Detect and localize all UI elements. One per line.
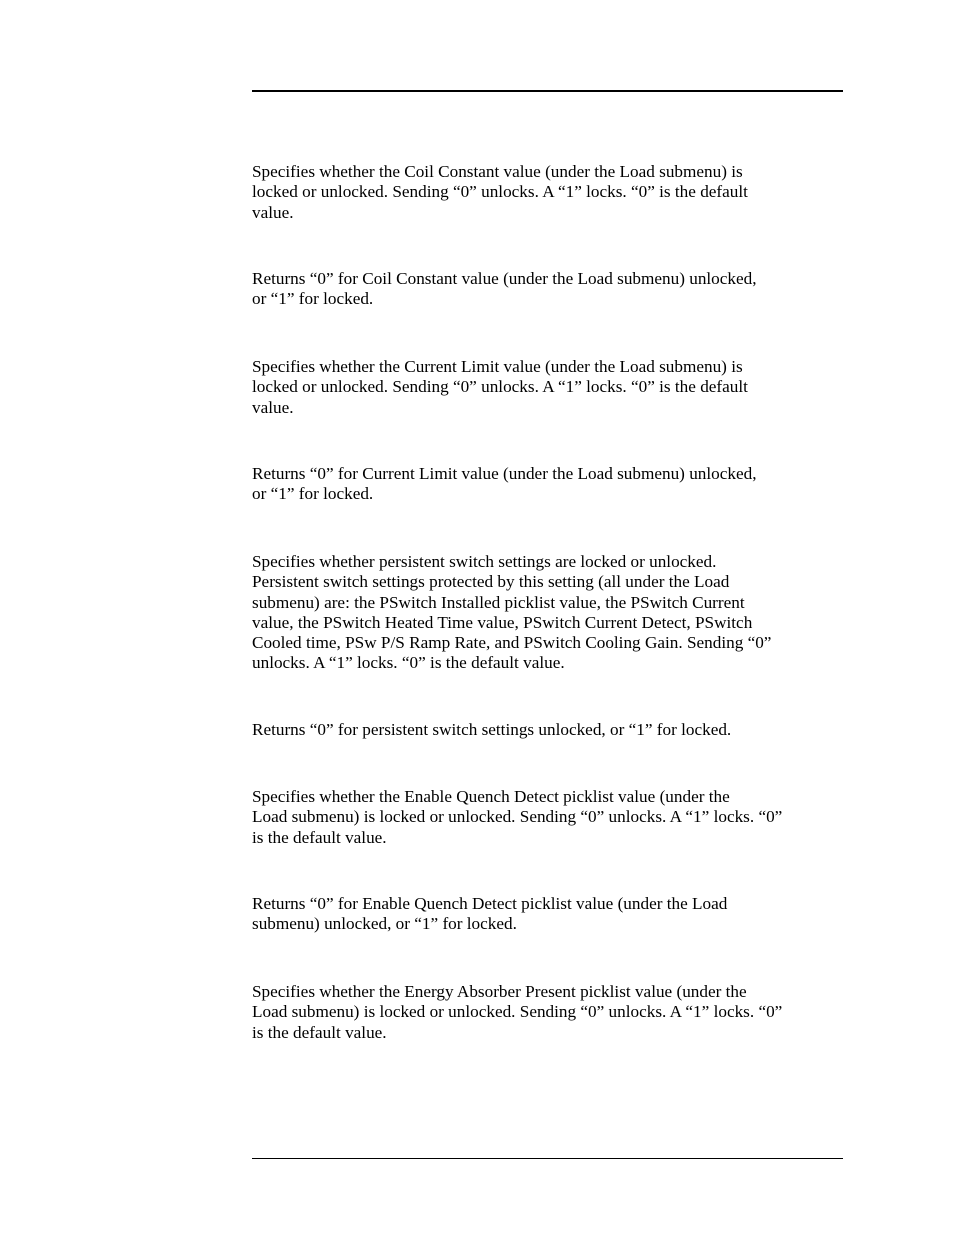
paragraph-pswitch-lock-set (252, 552, 852, 674)
text-line: submenu) are: the PSwitch Installed picklist value, the PSwitch Current (252, 592, 745, 612)
text-line: Returns “0” for persistent switch settings unlocked, or “1” for locked. (252, 720, 732, 739)
text-line: Specifies whether the Energy Absorber Present picklist value (under the (252, 982, 747, 1001)
text-line: Specifies whether the Enable Quench Detect picklist value (under the (252, 787, 730, 806)
text-line: value, the PSwitch Heated Time value, PSwitch Current Detect, PSwitch (252, 612, 753, 632)
text-line: Specifies whether the Coil Constant value (under the Load submenu) is (252, 162, 743, 181)
paragraph-current-limit-lock-set (252, 357, 852, 418)
paragraph-current-limit-lock-query (252, 464, 852, 505)
text-line: value. (252, 397, 294, 417)
text-line: Cooled time, PSw P/S Ramp Rate, and PSwitch Cooling Gain. Sending “0” (252, 633, 772, 653)
text-line: Returns “0” for Coil Constant value (under the Load submenu) unlocked, (252, 269, 757, 288)
paragraph-energy-absorber-lock-set (252, 982, 852, 1043)
text-line: Load submenu) is locked or unlocked. Sending “0” unlocks. A “1” locks. “0” (252, 1002, 783, 1022)
paragraph-pswitch-lock-query (252, 720, 852, 740)
text-line: submenu) unlocked, or “1” for locked. (252, 914, 517, 934)
text-line: or “1” for locked. (252, 484, 374, 504)
paragraph-coil-constant-lock-set (252, 162, 852, 223)
footer-rule (252, 1158, 843, 1159)
paragraph-coil-constant-lock-query (252, 269, 852, 310)
paragraph-quench-detect-lock-query (252, 894, 852, 935)
text-line: Specifies whether the Current Limit value (under the Load submenu) is (252, 357, 743, 376)
text-line: Persistent switch settings protected by this setting (all under the Load (252, 572, 730, 592)
text-line: is the default value. (252, 827, 387, 847)
text-line: Returns “0” for Enable Quench Detect picklist value (under the Load (252, 894, 728, 913)
text-line: value. (252, 202, 294, 222)
text-line: locked or unlocked. Sending “0” unlocks. A “1” locks. “0” is the default (252, 182, 748, 202)
text-line: unlocks. A “1” locks. “0” is the default value. (252, 653, 565, 673)
text-line: Returns “0” for Current Limit value (under the Load submenu) unlocked, (252, 464, 757, 483)
text-line: is the default value. (252, 1022, 387, 1042)
text-line: or “1” for locked. (252, 289, 374, 309)
text-line: locked or unlocked. Sending “0” unlocks. A “1” locks. “0” is the default (252, 377, 748, 397)
header-rule (252, 90, 843, 92)
paragraph-quench-detect-lock-set (252, 787, 852, 848)
text-line: Specifies whether persistent switch settings are locked or unlocked. (252, 552, 717, 571)
text-line: Load submenu) is locked or unlocked. Sending “0” unlocks. A “1” locks. “0” (252, 807, 783, 827)
